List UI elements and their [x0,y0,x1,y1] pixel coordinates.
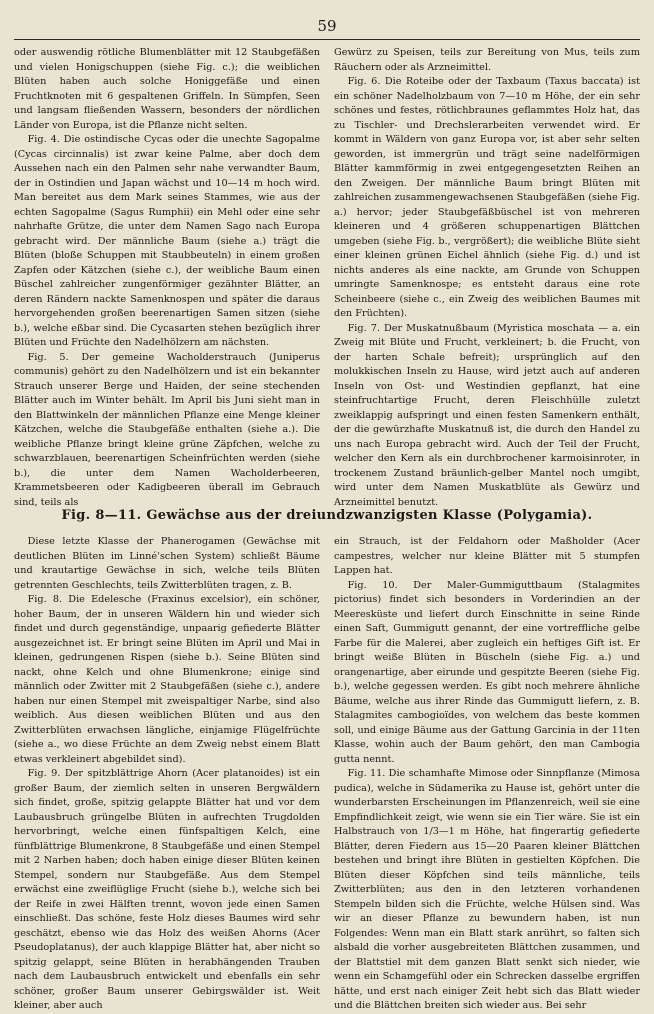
paragraph: oder auswendig rötliche Blumenblätter mit 12 Staubgefäßen und vielen Honigschuppen (siehe Fig. c.); die weiblichen Blüten haben auch solche Honiggefäße und einen Fruchtknoten mit 6 gespaltenen Griffeln. In Sümpfen, Seen und langsam fließenden Wassern, besonders der nördlichen Länder von Europa, ist die Pflanze nicht selten. [14,47,320,131]
paragraph: Fig. 8. Die Edelesche (Fraxinus excelsior), ein schöner, hoher Baum, der in unseren Wäldern hin und wieder sich findet und durch gegenständige, unpaarig gefiederte Blätter ausgezeichnet ist. Er bringt seine Blüten im April und Mai in kleinen, gedrungenen Rispen (siehe b.). Seine Blüten sind nackt, ohne Kelch und ohne Blumenkrone; einige sind männlich oder Zwitter mit 2 Staubgefäßen (siehe c.), andere haben nur einen Stempel mit zweispaltiger Narbe, sind also weiblich. Aus diesen weiblichen Blüten und aus den Zwitterblüten erwachsen längliche, einjamige Flügelfrüchte (siehe a., wo diese Früchte an dem Zweig nebst einem Blatt etwas verkleinert abgebildet sind). [14,594,320,765]
top-columns [14,46,640,508]
paragraph: Fig. 6. Die Roteibe oder der Taxbaum (Taxus baccata) ist ein schöner Nadelholzbaum von 7—10 m Höhe, der ein sehr schönes und festes, rötlichbraunes geflammtes Holz hat, das zu Tischler- und Drechslerarbeiten verwendet wird. Er kommt in Wäldern von ganz Europa vor, ist aber sehr selten geworden, ist immergrün und trägt seine nadelförmigen Blätter kammförmig in zwei entgegengesetzten Reihen an den Zweigen. Der männliche Baum bringt Blüten mit zahlreichen zusammengewachsenen Staubgefäßen (siehe Fig. a.) hervor; jeder Staubgefäßbüschel ist von mehreren kleineren und 4 größeren schuppenartigen Blättchen umgeben (siehe Fig. b., vergrößert); die weibliche Blüte sieht einer kleinen grünen Eichel ähnlich (siehe Fig. d.) und ist nichts anderes als eine nackte, am Grunde von Schuppen umringte Samenknospe; es entsteht daraus eine rote Scheinbeere (siehe c., ein Zweig des weiblichen Baumes mit den Früchten). [334,76,640,319]
paragraph: ein Strauch, ist der Feldahorn oder Maßholder (Acer campestres, welcher nur kleine Blätter mit 5 stumpfen Lappen hat. [334,536,640,576]
paragraph: Fig. 11. Die schamhafte Mimose oder Sinnpflanze (Mimosa pudica), welche in Südamerika zu Hause ist, gehört unter die wunderbarsten Erscheinungen im Pflanzenreich, weil sie eine Empfindlichkeit zeigt, wie wenn sie ein Tier wäre. Sie ist ein Halbstrauch von 1/3—1 m Höhe, hat fingerartig gefiederte Blätter, deren Fiedern aus 15—20 Paaren kleiner Blättchen bestehen und bringt ihre Blüten in gestielten Köpfchen. Die Blüten dieser Köpfchen sind teils männliche, teils Zwitterblüten; aus den in den letzteren vorhandenen Stempeln bilden sich die Früchte, welche Hülsen sind. Was wir an dieser Pflanze zu bewundern haben, ist nun Folgendes: Wenn man ein Blatt stark anrührt, so falten sich alsbald die vorher ausgebreiteten Blättchen zusammen, und der Blattstiel mit dem ganzen Blatt senkt sich nieder, wie wenn ein Schamgefühl oder ein Schrecken dasselbe ergriffen hätte, und erst nach einiger Zeit hebt sich das Blatt wieder und die Blättchen breiten sich wieder aus. Bei sehr [334,768,640,1011]
paragraph: Gewürz zu Speisen, teils zur Bereitung von Mus, teils zum Räuchern oder als Arzneimittel. [334,47,640,73]
paragraph: Diese letzte Klasse der Phanerogamen (Gewächse mit deutlichen Blüten im Linné'schen System) schließt Bäume und krautartige Gewächse in sich, welche teils Blüten getrennten Geschlechts, teils Zwitterblüten tragen, z. B. [14,536,320,591]
bottom-left-column [14,535,320,1011]
top-left-column [14,46,320,508]
paragraph: Fig. 7. Der Muskatnußbaum (Myristica moschata — a. ein Zweig mit Blüte und Frucht, verkleinert; b. die Frucht, von der harten Schale befreit); ursprünglich auf den molukkischen Inseln zu Hause, wird jetzt auch auf anderen Inseln von Ost- und Westindien gepflanzt, hat eine steinfruchtartige Frucht, deren Fleischhülle zuletzt zweiklappig aufspringt und einen festen Samenkern enthält, der die gewürzhafte Muskatnuß ist, die durch den Handel zu uns nach Europa gebracht wird. Auch der Teil der Frucht, welcher den Kern als ein durchbrochener karmoisinroter, in trockenem Zustand bräunlich-gelber Mantel noch umgibt, wird unter dem Namen Muskatblüte als Gewürz und Arzneimittel benutzt. [334,322,640,508]
page-number: 59 [317,17,337,35]
header-rule [14,39,640,40]
paragraph: Fig. 5. Der gemeine Wacholderstrauch (Juniperus communis) gehört zu den Nadelhölzern und ist ein bekannter Strauch unserer Berge und Haiden, der seine stechenden Blätter auch im Winter behält. Im April bis Juni sieht man in den Blattwinkeln der männlichen Pflanze eine Menge kleiner Kätzchen, welche die Staubgefäße enthalten (siehe a.). Die weibliche Pflanze bringt kleine grüne Zäpfchen, welche zu schwarzblauen, beerenartigen Scheinfrüchten werden (siehe b.), die unter dem Namen Wacholderbeeren, Krammetsbeeren oder Kadigbeeren überall im Gebrauch sind, teils als [14,351,320,508]
bottom-columns [14,535,640,1011]
paragraph: Fig. 4. Die ostindische Cycas oder die unechte Sagopalme (Cycas circinnalis) ist zwar keine Palme, aber doch dem Aussehen nach ein den Palmen sehr nahe verwandter Baum, der in Ostindien und Japan wächst und 10—14 m hoch wird. Man bereitet aus dem Mark seines Stammes, wie aus der echten Sagopalme (Sagus Rumphii) ein Mehl oder eine sehr nahrhafte Grütze, die unter dem Namen Sago nach Europa gebracht wird. Der männliche Baum (siehe a.) trägt die Blüten (bloße Schuppen mit Staubbeuteln) in einem großen Zapfen oder Kätzchen (siehe c.), der weibliche Baum einen Büschel zahlreicher zungenförmiger gezähnter Blätter, an deren Rändern nackte Samenknospen und später die daraus hervorgehenden großen beerenartigen Samen sitzen (siehe b.), welche eßbar sind. Die Cycasarten stehen bezüglich ihrer Blüten und Früchte den Nadelhölzern am nächsten. [14,134,320,348]
top-right-column [334,46,640,508]
section-title: Fig. 8—11. Gewächse aus der dreiundzwanzigsten Klasse (Polygamia). [61,508,593,523]
paragraph: Fig. 10. Der Maler-Gummiguttbaum (Stalagmites pictorius) findet sich besonders in Vorderindien an der Meeresküste und liefert durch Einschnitte in seine Rinde einen Saft, Gummigutt genannt, der eine vortreffliche gelbe Farbe für die Malerei, aber zugleich ein heftiges Gift ist. Er bringt weiße Blüten in Büscheln (siehe Fig. a.) und orangenartige, aber eirunde und gespitzte Beeren (siehe Fig. b.), welche gegessen werden. Es gibt noch mehrere ähnliche Bäume, welche aus ihrer Rinde das Gummigutt liefern, z. B. Stalagmites cambogioïdes, von welchem das beste kommen soll, und einige Bäume aus der Gattung Garcinia in der 11ten Klasse, wohin auch der Baum gehört, den man Cambogia gutta nennt. [334,579,640,765]
bottom-right-column [334,535,640,1011]
paragraph: Fig. 9. Der spitzblättrige Ahorn (Acer platanoides) ist ein großer Baum, der ziemlich selten in unseren Bergwäldern sich findet, große, spitzig gelappte Blätter hat und vor dem Laubausbruch grüngelbe Blüten in aufrechten Trugdolden hervorbringt, welche einen fünfspaltigen Kelch, eine fünfblättrige Blumenkrone, 8 Staubgefäße und einen Stempel mit 2 Narben haben; doch haben einige dieser Blüten keinen Stempel, sondern nur Staubgefäße. Aus dem Stempel erwächst eine zweiflüglige Frucht (siehe b.), welche sich bei der Reife in zwei Hälften trennt, wovon jede einen Samen einschließt. Das schöne, feste Holz dieses Baumes wird sehr geschätzt, ebenso wie das Holz des weißen Ahorns (Acer Pseudoplatanus), der auch klappige Blätter hat, aber nicht so spitzig gelappt, seine Blüten in herabhängenden Trauben nach dem Laubausbruch entwickelt und ebenfalls ein sehr schöner, großer Baum unserer Gebirgswälder ist. Weit kleiner, aber auch [14,768,320,1011]
